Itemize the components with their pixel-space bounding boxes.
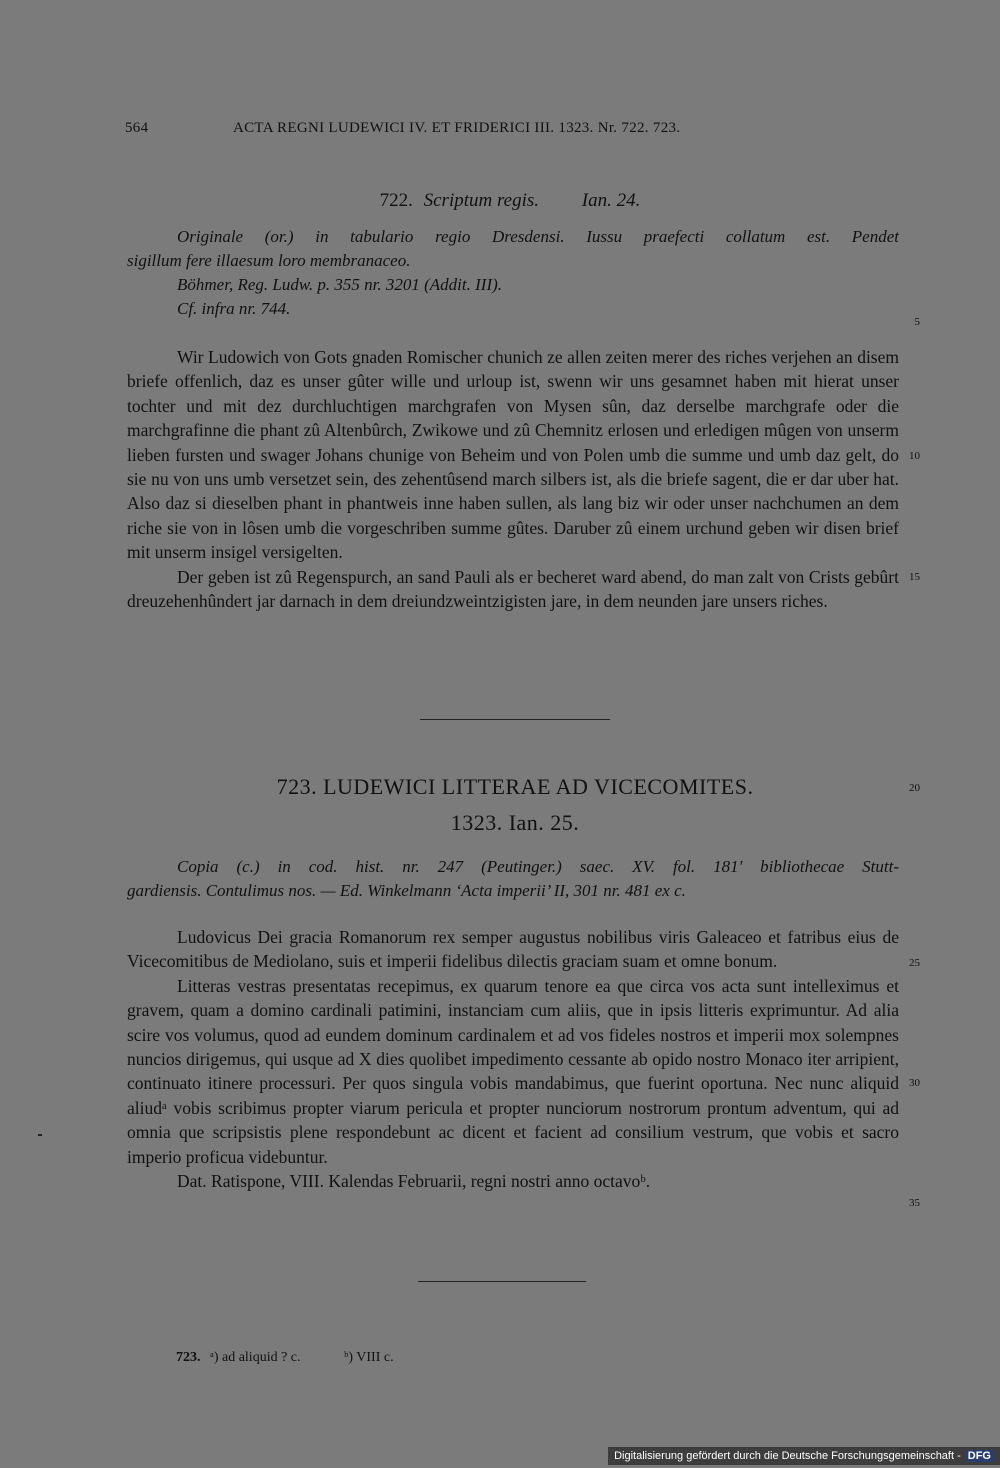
text-paragraph: Ludovicus Dei gracia Romanorum rex semper augustus nobilibus viris Galeaceo et fatribus eius de Vicecomitibus de Mediolano, suis et imperii fidelibus dilectis graciam suam et omne bonum. [127,927,899,972]
doc722-text [127,345,899,613]
source-line: gardiensis. Contulimus nos. — Ed. Winkelmann ‘Acta imperii’ II, 301 nr. 481 ex c. [127,881,686,900]
text-paragraph: Dat. Ratispone, VIII. Kalendas Februarii, regni nostri anno octavoᵇ. [177,1171,651,1192]
text-paragraph: Der geben ist zû Regenspurch, an sand Pauli als er becheret ward abend, do man zalt von Crists gebûrt dreuzehenhûndert jar darnach in dem dreiundzweintzigisten jare, in dem neunden jare unsers riches. [127,566,899,612]
line-number: 30 [909,1077,920,1089]
margin-mark [38,1134,42,1136]
source-line: Copia (c.) in cod. hist. nr. 247 (Peutinger.) saec. XV. fol. 181' bibliothecae Stutt- [177,857,899,876]
doc722-type: Scriptum regis. [423,190,540,211]
doc723-title: 723. LUDEWICI LITTERAE AD VICECOMITES. [276,774,754,799]
credit-text: Digitalisierung gefördert durch die Deutsche Forschungsgemeinschaft - [614,1450,961,1462]
source-line: Böhmer, Reg. Ludw. p. 355 nr. 3201 (Addit. III). [177,275,503,294]
footnote-b: ᵇ) VIII c. [344,1350,394,1365]
source-line: Originale (or.) in tabulario regio Dresdensi. Iussu praefecti collatum est. Pendet [177,227,899,246]
doc722-source-note [127,225,899,321]
text-paragraph: Litteras vestras presentatas recepimus, ex quarum tenore ea que circa vos acta sunt intelleximus et gravem, quam a domino cardinali patimini, instanciam cum aliis, que in ipsis litteris exprimuntur. Ad alia scire vos volumus, quod ad eundem dominum cardinalem et ad vos fideles nostros et imperii mox solempnes nuncios dirigemus, qui usque ad X dies quolibet impedimento cessante ab opido nostro Monaco iter arripient, continuato itinere processuri. Per quos singula vobis mandabimus, que fuerint oportuna. Nec nunc aliquid aliudᵃ vobis scribimus propter viarum pericula et propter nunciorum nostrorum prontum adventum, qui ad omnia que scripsistis plene respondebunt ac dicent et facient ad consilium vestrum, que vobis et sacro imperio proficua videbuntur. [127,975,899,1167]
digitization-credit [608,1447,1000,1465]
page-number: 564 [125,120,149,136]
dfg-logo: DFG [965,1450,994,1462]
source-line: Cf. infra nr. 744. [177,299,291,318]
text-paragraph: Wir Ludowich von Gots gnaden Romischer chunich ze allen zeiten merer des riches verjehen an disem briefe offenlich, daz es unser gûter wille und urloup ist, swenn wir uns gesamnet haben mit hierat unser tochter und mit dez durchluchtigen marchgrafen von Mysen sûn, daz derselbe marchgrafe oder die marchgrafinne die phant zû Altenbûrch, Zwikowe und zû Chemnitz erlosen und erledigen mûgen von unserm lieben fursten und swager Johans chunige von Beheim und von Polen umb die summe und umb daz gelt, do sie nu von uns umb versetzet sein, des zehentûsend march silbers ist, als die briefe sagent, die er dar uber hat. Also daz si dieselben phant in phantweis inne haben sullen, als lang biz wir oder unser nachchumen an dem riche sie von in lôsen umb die vorgeschriben summe gûtes. Daruber zû einem urchund geben wir disen brief mit unserm insigel versigelten. [127,347,899,563]
doc722-title [300,190,720,212]
line-number: 5 [914,316,920,328]
doc722-date: Ian. 24. [581,190,641,211]
doc723-text [127,925,899,1193]
section-divider [420,719,610,720]
line-number: 15 [909,571,920,583]
source-line: sigillum fere illaesum loro membranaceo. [127,251,411,270]
line-number: 35 [909,1197,920,1209]
footnote-ref: 723. [176,1350,201,1365]
line-number: 25 [909,957,920,969]
footnote-a: ᵃ) ad aliquid ? c. [210,1350,301,1365]
line-number: 20 [909,782,920,794]
footnotes [176,1350,394,1366]
line-number: 10 [909,450,920,462]
doc722-number: 722. [379,190,413,211]
doc723-source-note [127,855,899,903]
running-title: ACTA REGNI LUDEWICI IV. ET FRIDERICI III. 1323. Nr. 722. 723. [233,120,681,136]
doc723-date: 1323. Ian. 25. [450,810,580,835]
section-divider [418,1281,586,1282]
